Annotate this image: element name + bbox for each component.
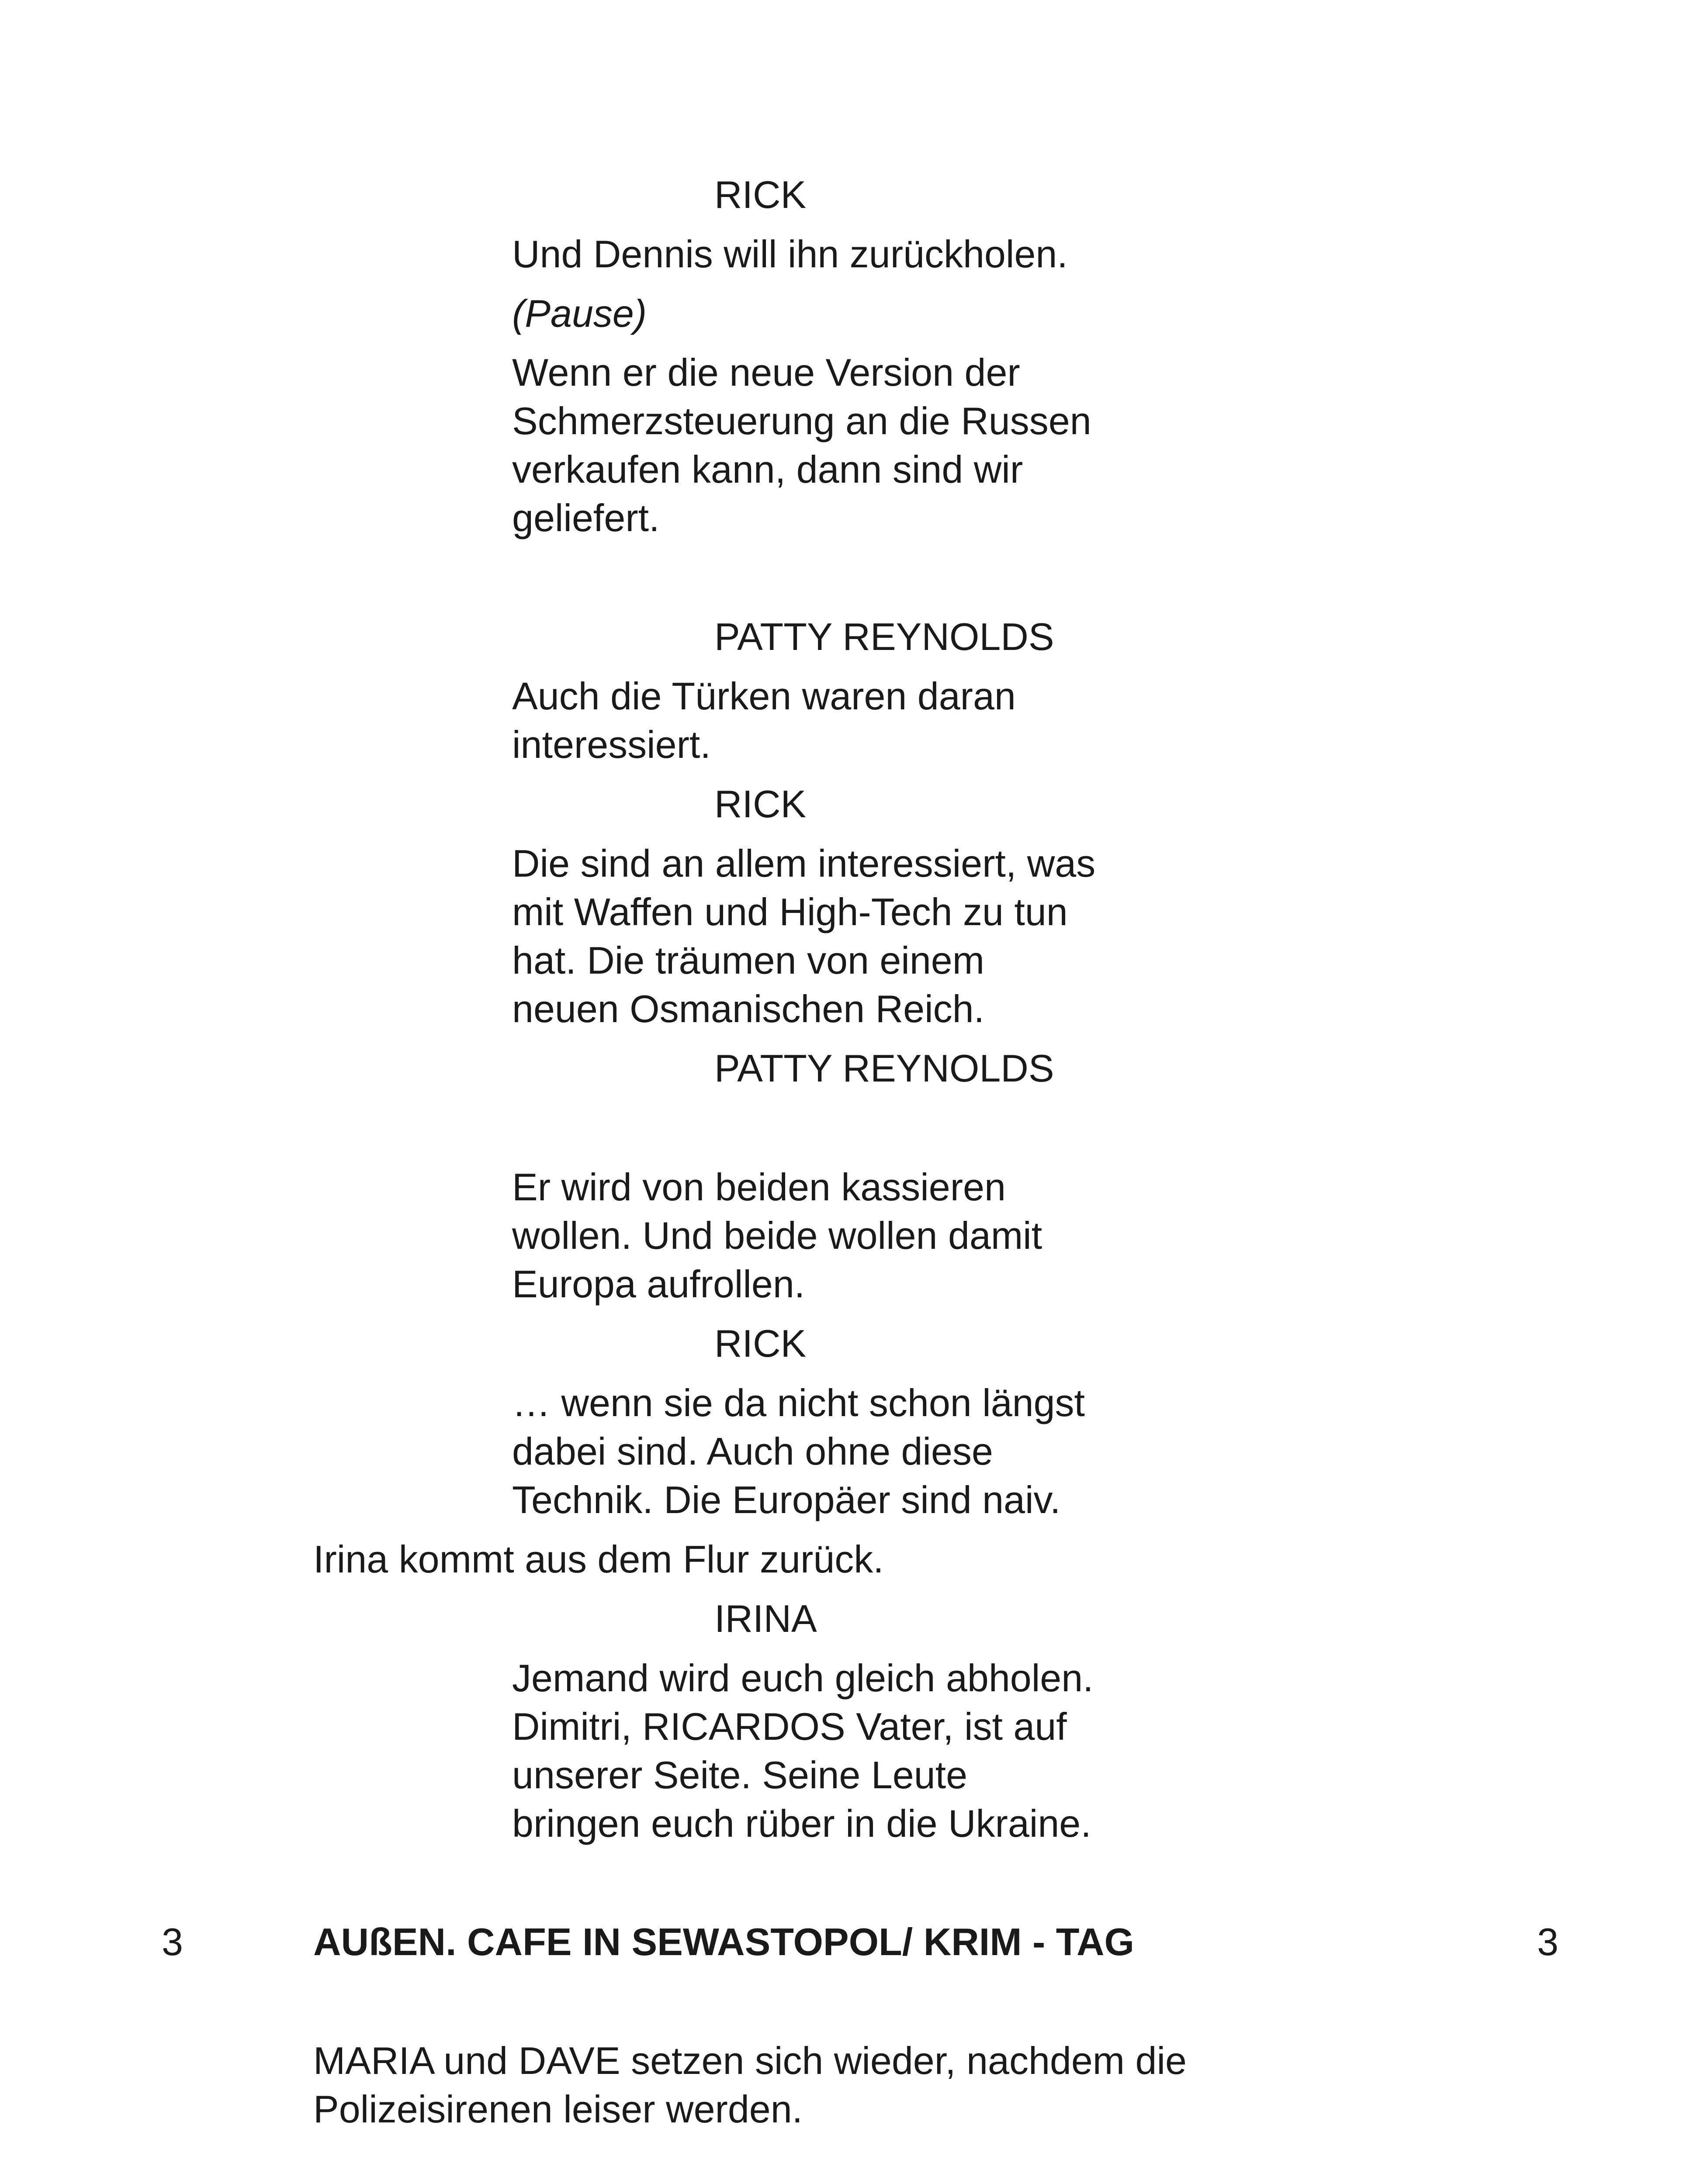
scene-number-left: 3 xyxy=(162,1920,183,1963)
scene-heading: AUßEN. CAFE IN SEWASTOPOL/ KRIM - TAG xyxy=(313,1920,1134,1963)
action-line: Irina kommt aus dem Flur zurück. xyxy=(313,1538,884,1581)
action-line: MARIA und DAVE setzen sich wieder, nachdem die xyxy=(313,2039,1187,2082)
dialogue-line: Jemand wird euch gleich abholen. xyxy=(512,1656,1094,1700)
speaker-patty-reynolds: PATTY REYNOLDS xyxy=(714,615,1054,658)
dialogue-line: Die sind an allem interessiert, was xyxy=(512,842,1096,885)
dialogue-line: dabei sind. Auch ohne diese xyxy=(512,1430,993,1473)
dialogue-line: geliefert. xyxy=(512,496,660,539)
page-number xyxy=(852,2181,891,2184)
dialogue-line: unserer Seite. Seine Leute xyxy=(512,1753,968,1797)
speaker-rick: RICK xyxy=(714,782,807,826)
dialogue-line: wollen. Und beide wollen damit xyxy=(512,1214,1042,1257)
dialogue-line: Dimitri, RICARDOS Vater, ist auf xyxy=(512,1705,1067,1748)
dialogue-line: Europa aufrollen. xyxy=(512,1262,805,1306)
dialogue-line: Schmerzsteuerung an die Russen xyxy=(512,399,1091,442)
dialogue-line: mit Waffen und High-Tech zu tun xyxy=(512,890,1068,933)
dialogue-line: Er wird von beiden kassieren xyxy=(512,1165,1006,1209)
dialogue-line: Technik. Die Europäer sind naiv. xyxy=(512,1478,1061,1521)
dialogue-line: interessiert. xyxy=(512,723,711,766)
dialogue-line: Auch die Türken waren daran xyxy=(512,674,1016,718)
dialogue-line: Und Dennis will ihn zurückholen. xyxy=(512,232,1068,276)
dialogue-line: hat. Die träumen von einem xyxy=(512,939,985,982)
scene-number-right: 3 xyxy=(1537,1920,1559,1963)
speaker-irina: IRINA xyxy=(714,1597,817,1640)
parenthetical: (Pause) xyxy=(512,292,647,335)
action-line: Polizeisirenen leiser werden. xyxy=(313,2087,803,2131)
dialogue-line: verkaufen kann, dann sind wir xyxy=(512,448,1023,491)
speaker-rick: RICK xyxy=(714,173,807,216)
dialogue-line: neuen Osmanischen Reich. xyxy=(512,987,985,1030)
speaker-patty-reynolds: PATTY REYNOLDS xyxy=(714,1047,1054,1090)
dialogue-line: … wenn sie da nicht schon längst xyxy=(512,1381,1085,1424)
dialogue-line: bringen euch rüber in die Ukraine. xyxy=(512,1802,1091,1845)
speaker-rick: RICK xyxy=(714,1322,807,1365)
dialogue-line: Wenn er die neue Version der xyxy=(512,351,1020,394)
